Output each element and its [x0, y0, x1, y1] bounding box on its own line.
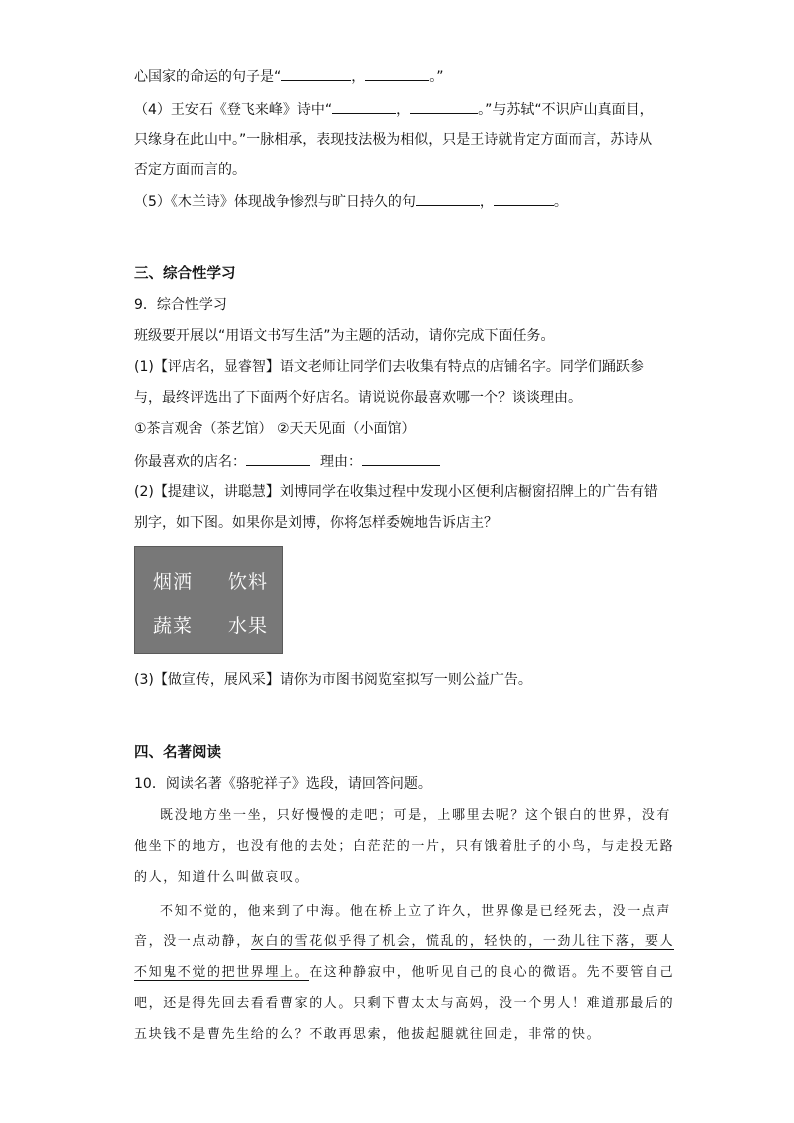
- favorite-name-blank[interactable]: [246, 451, 310, 466]
- section-heading: 四、名著阅读: [134, 745, 221, 761]
- text-line: 否定方面而言的。: [134, 162, 246, 178]
- passage-line: 音，没一点动静，灰白的雪花似乎得了机会，慌乱的，轻快的，一劲儿往下落，要人: [134, 934, 675, 949]
- question-number: 10．阅读名著《骆驼祥子》选段，请回答问题。: [134, 776, 432, 792]
- passage-line: 五块钱不是曹先生给的么？不敢再思索，他拔起腿就往回走，非常的快。: [134, 1027, 602, 1042]
- sign-text: 烟洒: [153, 571, 194, 593]
- answer-blank[interactable]: [410, 99, 478, 114]
- underlined-sentence: 不知鬼不觉的把世界埋上。: [134, 965, 310, 980]
- answer-blank[interactable]: [416, 191, 480, 206]
- task-text: (3)【做宣传，展风采】请你为市图书阅览室拟写一则公益广告。: [134, 672, 532, 688]
- sign-text: 饮料: [228, 571, 269, 593]
- text-line: 只缘身在此山中。”一脉相承，表现技法极为相似，只是王诗就肯定方面而言，苏诗从: [134, 132, 653, 148]
- reason-blank[interactable]: [362, 451, 440, 466]
- passage-line: 吧，还是得先回去看看曹家的人。只剩下曹太太与高妈，没一个男人！难道那最后的: [134, 996, 675, 1011]
- passage-line: 既没地方坐一坐，只好慢慢的走吧；可是，上哪里去呢？这个银白的世界，没有: [160, 808, 672, 823]
- answer-blank[interactable]: [281, 66, 351, 81]
- passage-line: 不知鬼不觉的把世界埋上。在这种静寂中，他听见自己的良心的微语。先不要管自己: [134, 965, 675, 980]
- answer-blank[interactable]: [332, 99, 396, 114]
- task-text: (1)【评店名，显睿智】语文老师让同学们去收集有特点的店铺名字。同学们踊跃参: [134, 359, 644, 375]
- passage-line: 不知不觉的，他来到了中海。他在桥上立了许久，世界像是已经死去，没一点声: [160, 904, 672, 919]
- task-text: (2)【提建议，讲聪慧】刘博同学在收集过程中发现小区便利店橱窗招牌上的广告有错: [134, 484, 658, 500]
- text-line: （4）王安石《登飞来峰》诗中“ ， 。”与苏轼“不识庐山真面目，: [134, 99, 654, 120]
- question-number: 9．综合性学习: [134, 297, 227, 313]
- question-intro: 班级要开展以“用语文书写生活”为主题的活动，请你完成下面任务。: [134, 328, 555, 344]
- section-heading: 三、综合性学习: [134, 266, 236, 282]
- shop-sign-image: [134, 546, 283, 654]
- answer-blank[interactable]: [494, 191, 554, 206]
- passage-line: 他坐下的地方，也没有他的去处；白茫茫的一片，只有饿着肚子的小鸟，与走投无路: [134, 839, 675, 854]
- underlined-sentence: 灰白的雪花似乎得了机会，慌乱的，轻快的，一劲儿往下落，要人: [250, 934, 675, 949]
- answer-line: 你最喜欢的店名： 理由：: [134, 451, 440, 472]
- passage-line: 的人，知道什么叫做哀叹。: [134, 870, 310, 885]
- sign-text: 蔬菜: [153, 615, 194, 637]
- task-text: 与，最终评选出了下面两个好店名。请说说你最喜欢哪一个？谈谈理由。: [134, 390, 582, 406]
- text-line: （5）《木兰诗》体现战争惨烈与旷日持久的句 ， 。: [134, 191, 568, 212]
- sign-text: 水果: [228, 615, 269, 637]
- task-text: 别字，如下图。如果你是刘博，你将怎样委婉地告诉店主？: [134, 515, 498, 531]
- text-line: 心国家的命运的句子是“ ， 。”: [134, 66, 444, 87]
- answer-blank[interactable]: [365, 66, 429, 81]
- options-text: ①茶言观舍（茶艺馆） ②天天见面（小面馆）: [134, 421, 416, 437]
